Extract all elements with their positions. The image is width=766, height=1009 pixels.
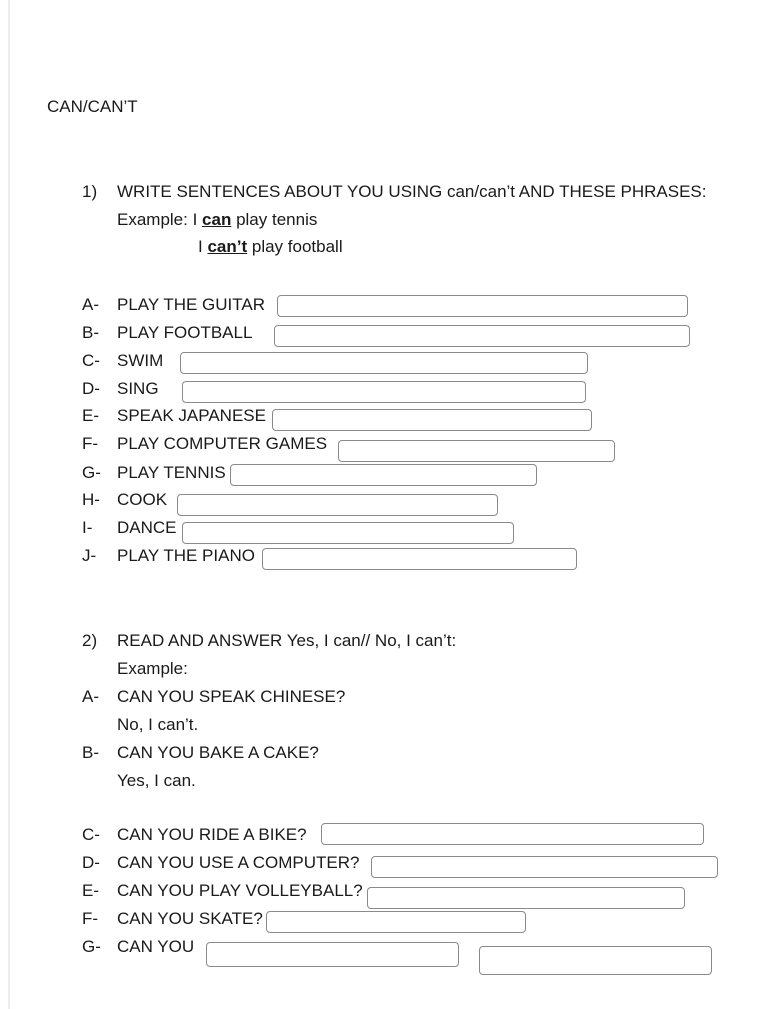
answer-field-h[interactable] <box>177 494 498 516</box>
item-letter: E- <box>82 406 99 425</box>
example-answer: No, I can’t. <box>117 715 199 734</box>
item-letter: H- <box>82 490 100 509</box>
answer-field-e[interactable] <box>272 409 592 431</box>
item-letter: A- <box>82 295 99 314</box>
example-question: CAN YOU SPEAK CHINESE? <box>117 687 346 706</box>
item-letter: A- <box>82 687 99 706</box>
example-label: Example: I <box>117 210 203 229</box>
item-phrase: COOK <box>117 490 168 509</box>
answer-field-q-g-answer[interactable] <box>479 946 712 975</box>
answer-field-f[interactable] <box>338 440 615 462</box>
item-letter: G- <box>82 937 101 956</box>
answer-field-b[interactable] <box>274 325 690 347</box>
item-letter: D- <box>82 379 100 398</box>
answer-field-j[interactable] <box>262 548 577 570</box>
answer-field-q-d[interactable] <box>371 856 718 878</box>
item-phrase: SWIM <box>117 351 164 370</box>
item-phrase: SING <box>117 379 159 398</box>
section2-example-label: Example: <box>117 659 188 678</box>
item-phrase: SPEAK JAPANESE <box>117 406 266 425</box>
item-letter: C- <box>82 825 100 844</box>
item-phrase: DANCE <box>117 518 177 537</box>
example-keyword-can: can <box>202 210 232 229</box>
section1-example-line1 <box>117 210 317 230</box>
item-letter: J- <box>82 546 97 565</box>
example-text: play tennis <box>231 210 318 229</box>
item-phrase: PLAY COMPUTER GAMES <box>117 434 328 453</box>
answer-field-g[interactable] <box>230 464 537 486</box>
item-letter: F- <box>82 434 99 453</box>
section1-example-line2 <box>198 237 343 257</box>
item-letter: E- <box>82 881 99 900</box>
item-phrase: PLAY THE GUITAR <box>117 295 266 314</box>
item-letter: G- <box>82 463 101 482</box>
item-letter: B- <box>82 743 99 762</box>
example-question: CAN YOU BAKE A CAKE? <box>117 743 319 762</box>
answer-field-q-g-question[interactable] <box>206 942 459 967</box>
section2-number: 2) <box>82 631 98 650</box>
item-question: CAN YOU RIDE A BIKE? <box>117 825 307 844</box>
item-question: CAN YOU <box>117 937 195 956</box>
item-letter: D- <box>82 853 100 872</box>
page-edge <box>8 0 10 1009</box>
answer-field-a[interactable] <box>277 295 688 317</box>
item-phrase: PLAY TENNIS <box>117 463 226 482</box>
answer-field-q-c[interactable] <box>321 823 704 845</box>
example-text: play football <box>247 237 343 256</box>
item-letter: F- <box>82 909 99 928</box>
section1-instruction: WRITE SENTENCES ABOUT YOU USING can/can’t AND THESE PHRASES: <box>117 182 707 201</box>
answer-field-q-e[interactable] <box>367 887 685 909</box>
item-letter: I- <box>82 518 93 537</box>
example-keyword-cant: can’t <box>207 237 248 256</box>
item-question: CAN YOU SKATE? <box>117 909 263 928</box>
item-phrase: PLAY FOOTBALL <box>117 323 253 342</box>
answer-field-i[interactable] <box>182 522 514 544</box>
item-phrase: PLAY THE PIANO <box>117 546 255 565</box>
answer-field-c[interactable] <box>180 352 588 374</box>
answer-field-d[interactable] <box>182 381 586 403</box>
example-prefix: I <box>198 237 208 256</box>
item-letter: B- <box>82 323 99 342</box>
item-letter: C- <box>82 351 100 370</box>
page-title: CAN/CAN’T <box>47 97 138 116</box>
example-answer: Yes, I can. <box>117 771 196 790</box>
item-question: CAN YOU PLAY VOLLEYBALL? <box>117 881 363 900</box>
item-question: CAN YOU USE A COMPUTER? <box>117 853 360 872</box>
section1-number: 1) <box>82 182 98 201</box>
section2-instruction: READ AND ANSWER Yes, I can// No, I can’t: <box>117 631 457 650</box>
answer-field-q-f[interactable] <box>266 911 526 933</box>
